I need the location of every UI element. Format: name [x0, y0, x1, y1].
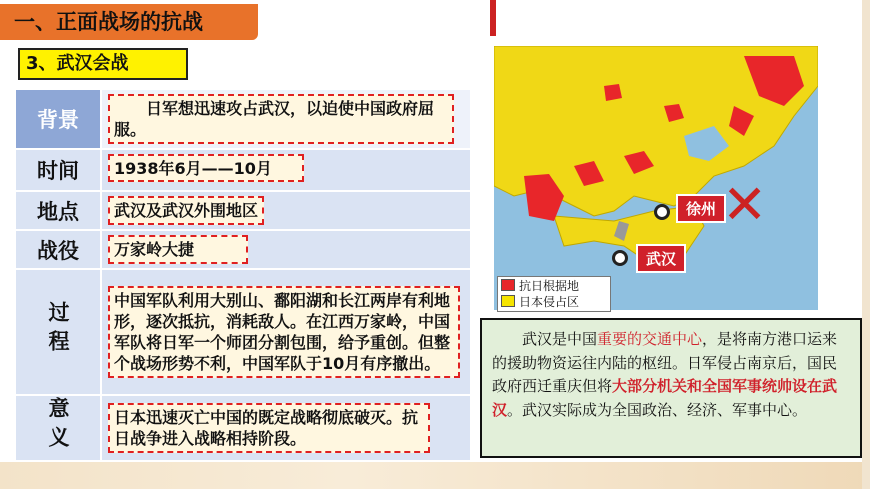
note-text: ，是将南方港口运来的援助物资运往内陆的枢纽。日军侵占南京后，国民政府西迁重庆但将 — [492, 330, 838, 395]
legend-item — [498, 277, 610, 293]
process-text: 中国军队利用大别山、鄱阳湖和长江两岸有利地形，逐次抵抗，消耗敌人。在江西万家岭，中国军队将日军一个师团分割包围，给予重创。但整个战场形势不利，中国军队于10月有序撤出。 — [108, 286, 460, 378]
decorative-red-bar — [490, 0, 496, 36]
legend-label: 日本侵占区 — [519, 294, 580, 309]
lesson-subtitle: 3、武汉会战 — [18, 48, 188, 80]
row-value-cell — [101, 149, 471, 191]
row-value-cell — [101, 191, 471, 230]
process-label: 过程 — [46, 300, 70, 359]
legend-swatch-red — [501, 279, 515, 291]
row-value-cell — [101, 395, 471, 461]
table-row — [15, 395, 471, 461]
note-highlight: 重要的交通中心 — [597, 330, 703, 348]
city-label-wuhan: 武汉 — [636, 244, 686, 273]
table-row — [15, 149, 471, 191]
row-label-significance — [15, 395, 101, 461]
explanatory-note — [480, 318, 862, 458]
row-label-campaign: 战役 — [15, 230, 101, 269]
campaign-text: 万家岭大捷 — [108, 235, 248, 264]
note-text: 。武汉实际成为全国政治、经济、军事中心。 — [507, 400, 808, 419]
legend-label: 抗日根据地 — [519, 278, 580, 293]
table-row — [15, 191, 471, 230]
background-text: 日军想迅速攻占武汉，以迫使中国政府屈服。 — [108, 94, 454, 144]
time-text: 1938年6月——10月 — [108, 154, 304, 182]
row-label-time: 时间 — [15, 149, 101, 191]
significance-text: 日本迅速灭亡中国的既定战略彻底破灭。抗日战争进入战略相持阶段。 — [108, 403, 430, 453]
row-value-cell — [101, 89, 471, 149]
decorative-right-band — [862, 0, 870, 489]
table-row — [15, 269, 471, 395]
xuzhou-marker-icon — [654, 204, 670, 220]
row-value-cell — [101, 269, 471, 395]
row-label-background: 背景 — [15, 89, 101, 149]
table-row — [15, 89, 471, 149]
legend-item — [498, 293, 610, 309]
legend-swatch-yellow — [501, 295, 515, 307]
location-text: 武汉及武汉外围地区 — [108, 196, 264, 225]
decorative-bottom-band — [0, 462, 870, 489]
table-row — [15, 230, 471, 269]
note-text: 武汉是中国 — [522, 330, 598, 348]
map-legend — [497, 276, 611, 312]
row-label-location: 地点 — [15, 191, 101, 230]
note-highlight: 大部分机关和全国军事统帅设在武汉 — [492, 377, 838, 419]
wuhan-marker-icon — [612, 250, 628, 266]
city-label-xuzhou: 徐州 — [676, 194, 726, 223]
row-value-cell — [101, 230, 471, 269]
cross-mark-icon: ✕ — [722, 173, 768, 236]
significance-label: 意义 — [46, 396, 70, 455]
section-title: 一、正面战场的抗战 — [0, 4, 258, 40]
row-label-process — [15, 269, 101, 395]
battle-info-table — [14, 88, 472, 462]
